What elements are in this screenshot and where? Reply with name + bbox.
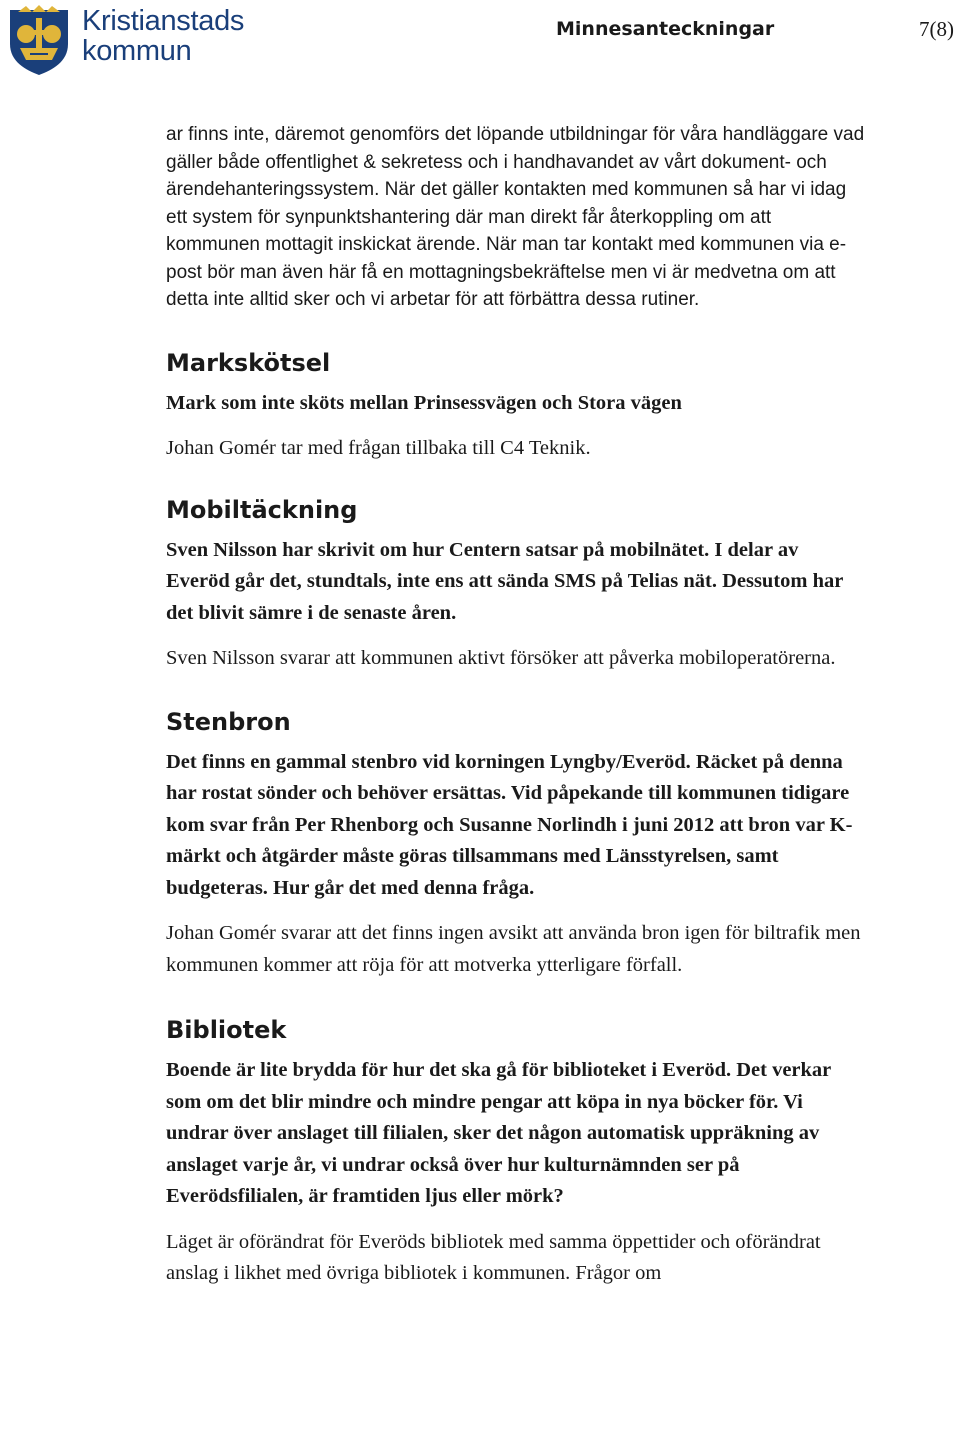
section-question: Mark som inte sköts mellan Prinsessvägen och Stora vägen [166,391,682,414]
document-body [166,121,866,1290]
section-markskotsel [166,348,866,465]
section-answer: Sven Nilsson svarar att kommunen aktivt försöker att påverka mobiloperatörerna. [166,647,836,669]
section-bibliotek [166,1015,866,1290]
section-question: Boende är lite brydda för hur det ska gå för biblioteket i Everöd. Det verkar som om det blir mindre och mindre pengar att köpa in nya böcker för. Vi undrar över anslaget till filialen, sker det någon automatisk uppräkning av anslaget varje år, vi undrar också över hur kulturnämnden ser på Everödsfilialen, är framtiden ljus eller mörk? [166,1059,831,1207]
section-stenbron [166,707,866,982]
brand-name [82,6,244,66]
section-heading: Markskötsel [166,348,331,377]
coat-of-arms-icon [6,4,72,76]
section-question: Sven Nilsson har skrivit om hur Centern satsar på mobilnätet. I delar av Everöd går det, stundtals, inte ens att sända SMS på Telias nät. Dessutom har det blivit sämre i de senaste åren. [166,538,843,624]
section-heading: Stenbron [166,707,291,736]
intro-paragraph: ar finns inte, däremot genomförs det löpande utbildningar för våra handläggare vad gäller både offentlighet & sekretess och i handhavandet av vårt dokument- och ärendehanteringssystem. När det gäller kontakten med kommunen så har vi idag ett system för synpunktshantering där man direkt får återkoppling om att kommunen mottagit inskickat ärende. När man tar kontakt med kommunen via e-post bör man även här få en mottagningsbekräftelse men vi är medvetna om att detta inte alltid sker och vi arbetar för att förbättra dessa rutiner. [166,124,865,310]
section-answer: Johan Gomér tar med frågan tillbaka till C4 Teknik. [166,437,591,459]
brand-line-1: Kristianstads [82,5,245,37]
section-question: Det finns en gammal stenbro vid korningen Lyngby/Everöd. Räcket på denna har rostat sönder och behöver ersättas. Vid påpekande till kommunen tidigare kom svar från Per Rhenborg och Susanne Norlindh i juni 2012 att bron var K-märkt och åtgärder måste göras tillsammans med Länsstyrelsen, samt budgeteras. Hur går det med denna fråga. [166,750,853,899]
page-number: 7(8) [919,17,954,41]
section-mobiltackning [166,495,866,675]
section-heading: Mobiltäckning [166,495,358,524]
document-type: Minnesanteckningar [556,18,775,40]
section-heading: Bibliotek [166,1016,287,1044]
section-answer: Johan Gomér svarar att det finns ingen avsikt att använda bron igen för biltrafik men kommunen kommer att röja för att motverka ytterligare förfall. [166,922,861,976]
section-answer: Läget är oförändrat för Everöds bibliotek med samma öppettider och oförändrat anslag i likhet med övriga bibliotek i kommunen. Frågor om [166,1230,821,1284]
page-header [0,0,960,80]
brand-line-2: kommun [82,35,192,67]
